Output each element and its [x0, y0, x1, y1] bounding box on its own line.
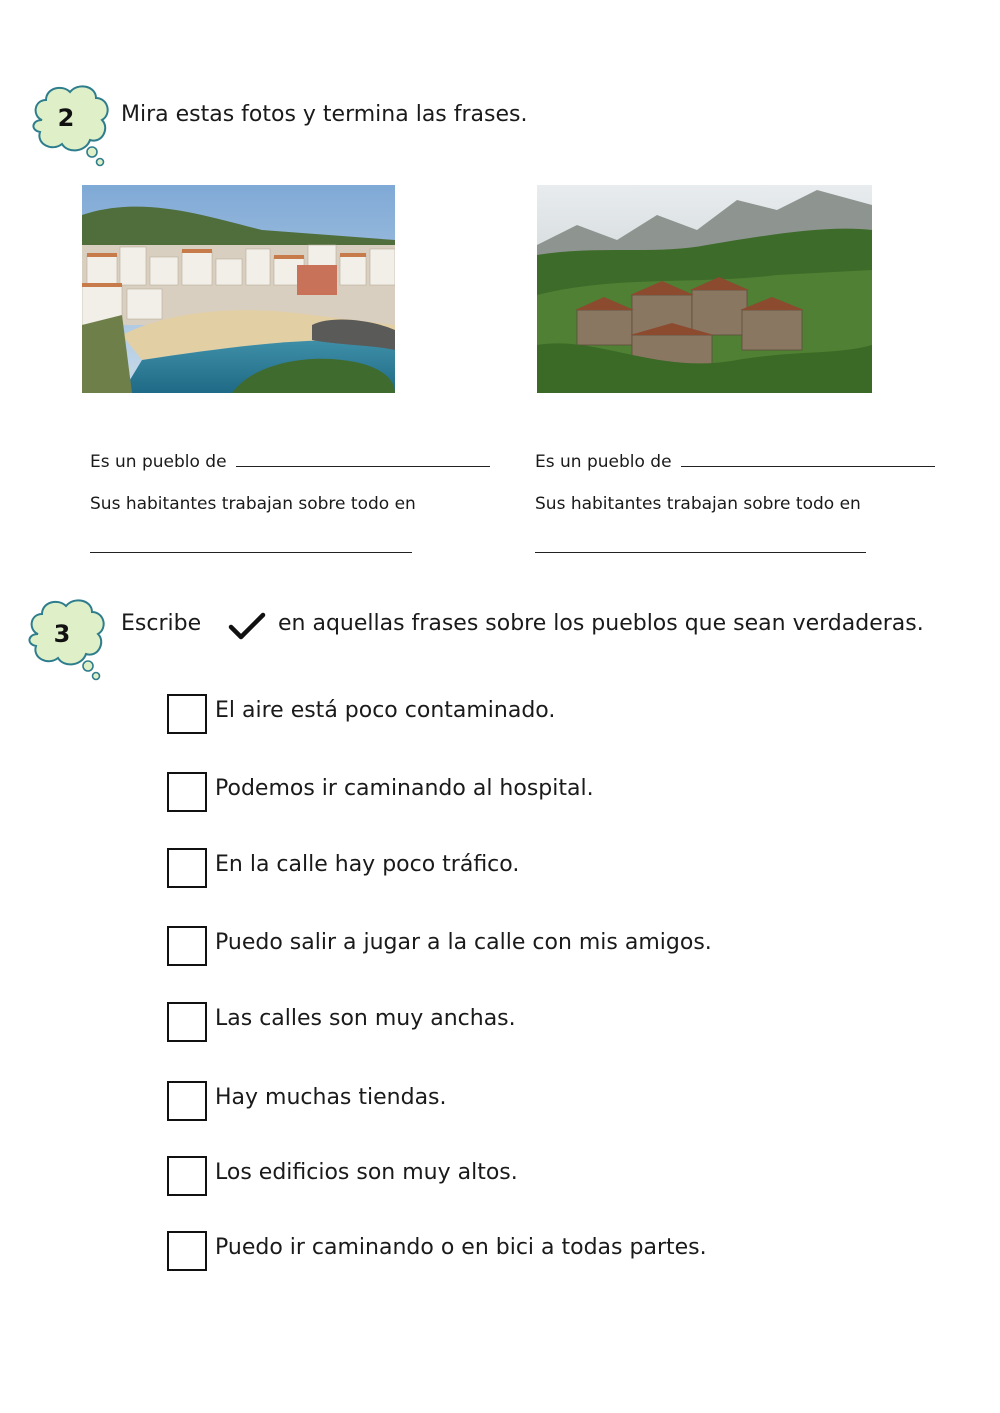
statement-text: Puedo salir a jugar a la calle con mis amigos.: [215, 930, 712, 955]
statement-checkbox[interactable]: [167, 926, 207, 966]
statement-text: En la calle hay poco tráfico.: [215, 852, 520, 877]
statement-checkbox[interactable]: [167, 772, 207, 812]
exercise-3-instruction-after: en aquellas frases sobre los pueblos que sean verdaderas.: [278, 611, 924, 636]
statement-checkbox[interactable]: [167, 1081, 207, 1121]
checkmark-icon: [228, 612, 266, 640]
statement-text: Hay muchas tiendas.: [215, 1085, 447, 1110]
coastal-village-photo: [82, 185, 395, 393]
right-answer-blank-1[interactable]: [681, 452, 935, 467]
left-line-1-text: Es un pueblo de: [90, 452, 227, 472]
exercise-3-instruction-before: Escribe: [121, 611, 202, 636]
statement-text: Los edificios son muy altos.: [215, 1160, 518, 1185]
right-line-2: Sus habitantes trabajan sobre todo en: [535, 494, 861, 514]
statement-text: Podemos ir caminando al hospital.: [215, 776, 594, 801]
exercise-2-number: 2: [57, 104, 75, 132]
statement-text: El aire está poco contaminado.: [215, 698, 556, 723]
statement-text: Puedo ir caminando o en bici a todas partes.: [215, 1235, 707, 1260]
left-line-2: Sus habitantes trabajan sobre todo en: [90, 494, 416, 514]
exercise-3-cloud-icon: [24, 596, 109, 686]
exercise-3-number: 3: [53, 620, 71, 648]
statement-checkbox[interactable]: [167, 1156, 207, 1196]
statement-checkbox[interactable]: [167, 694, 207, 734]
statement-checkbox[interactable]: [167, 1231, 207, 1271]
exercise-2-cloud-icon: [28, 82, 113, 172]
right-answer-blank-2[interactable]: [535, 538, 866, 553]
statement-checkbox[interactable]: [167, 1002, 207, 1042]
statement-checkbox[interactable]: [167, 848, 207, 888]
statement-text: Las calles son muy anchas.: [215, 1006, 516, 1031]
right-line-1: [535, 452, 935, 472]
mountain-village-photo: [537, 185, 872, 393]
left-answer-blank-1[interactable]: [236, 452, 490, 467]
left-line-1: [90, 452, 490, 472]
exercise-2-instruction: Mira estas fotos y termina las frases.: [121, 102, 528, 127]
left-answer-blank-2[interactable]: [90, 538, 412, 553]
right-line-1-text: Es un pueblo de: [535, 452, 672, 472]
